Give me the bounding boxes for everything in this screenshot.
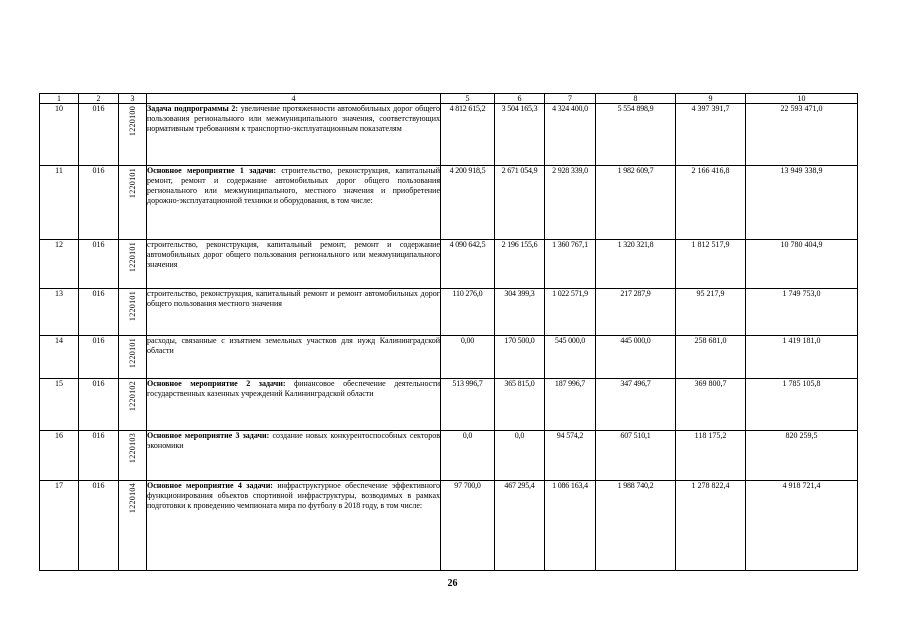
value-col6: 365 815,0	[495, 379, 545, 431]
value-col10: 10 780 404,9	[746, 240, 858, 289]
description-text: инфраструктурное обеспечение эффективного функционирования объектов спортивной инфраструктуры, возводимых в рамках подготовки к проведению чемпионата мира по футболу в 2018 году, в том числе:	[147, 481, 440, 510]
value-col8: 607 510,1	[596, 431, 676, 481]
table-row	[40, 240, 858, 289]
description	[147, 166, 441, 240]
value-col6: 2 671 054,9	[495, 166, 545, 240]
value-col7: 94 574,2	[545, 431, 596, 481]
value-col10: 4 918 721,4	[746, 481, 858, 571]
org-code: 016	[79, 379, 119, 431]
budget-code-cell	[119, 379, 147, 431]
value-col5: 97 700,0	[441, 481, 495, 571]
col-header: 8	[596, 94, 676, 104]
col-header: 6	[495, 94, 545, 104]
value-col10: 820 259,5	[746, 431, 858, 481]
table-row	[40, 481, 858, 571]
value-col8: 1 988 740,2	[596, 481, 676, 571]
table-row	[40, 166, 858, 240]
budget-code: 1220103	[127, 433, 137, 464]
budget-code: 1220101	[127, 291, 137, 322]
table-row	[40, 104, 858, 166]
description	[147, 481, 441, 571]
col-header: 3	[119, 94, 147, 104]
value-col8: 5 554 898,9	[596, 104, 676, 166]
value-col6: 467 295,4	[495, 481, 545, 571]
value-col7: 1 360 767,1	[545, 240, 596, 289]
budget-code: 1220102	[127, 381, 137, 412]
col-header: 9	[676, 94, 746, 104]
value-col8: 217 287,9	[596, 289, 676, 336]
value-col7: 4 324 400,0	[545, 104, 596, 166]
row-number: 17	[40, 481, 79, 571]
row-number: 12	[40, 240, 79, 289]
col-header: 2	[79, 94, 119, 104]
budget-code-cell	[119, 166, 147, 240]
value-col6: 170 500,0	[495, 336, 545, 379]
org-code: 016	[79, 431, 119, 481]
budget-code: 1220101	[127, 338, 137, 369]
col-header: 1	[40, 94, 79, 104]
org-code: 016	[79, 166, 119, 240]
value-col6: 304 399,3	[495, 289, 545, 336]
description-text: строительство, реконструкция, капитальный ремонт и ремонт автомобильных дорог общего пользования местного значения	[147, 289, 440, 308]
org-code: 016	[79, 336, 119, 379]
value-col8: 1 320 321,8	[596, 240, 676, 289]
budget-code-cell	[119, 481, 147, 571]
value-col7: 1 022 571,9	[545, 289, 596, 336]
row-number: 11	[40, 166, 79, 240]
value-col9: 369 800,7	[676, 379, 746, 431]
budget-code: 1220100	[127, 106, 137, 137]
value-col7: 1 086 163,4	[545, 481, 596, 571]
budget-code: 1220101	[127, 242, 137, 273]
description-text: увеличение протяженности автомобильных дорог общего пользования регионального или межмуниципального значения, соответствующих нормативным требованиям к транспортно-эксплуатационным показателям	[147, 104, 441, 133]
description	[147, 379, 441, 431]
description-title: Основное мероприятие 2 задачи:	[147, 379, 286, 388]
value-col6: 3 504 165,3	[495, 104, 545, 166]
value-col8: 445 000,0	[596, 336, 676, 379]
description-text: создание новых конкурентоспособных секторов экономики	[147, 431, 440, 450]
value-col9: 1 812 517,9	[676, 240, 746, 289]
org-code: 016	[79, 289, 119, 336]
description-title: Основное мероприятие 4 задачи:	[147, 481, 273, 490]
col-header: 5	[441, 94, 495, 104]
table-row	[40, 336, 858, 379]
table-row	[40, 379, 858, 431]
value-col5: 110 276,0	[441, 289, 495, 336]
value-col5: 4 090 642,5	[441, 240, 495, 289]
value-col7: 2 928 339,0	[545, 166, 596, 240]
col-header: 4	[147, 94, 441, 104]
description	[147, 240, 441, 289]
budget-code-cell	[119, 336, 147, 379]
value-col10: 13 949 338,9	[746, 166, 858, 240]
description-text: строительство, реконструкция, капитальный ремонт, ремонт и содержание автомобильных дорог общего пользования регионального или межмуниципального, местного значения и приобретение дорожно-эксплуатационной техники и оборудования, в том числе:	[147, 166, 440, 205]
description-text: расходы, связанные с изъятием земельных участков для нужд Калининградской области	[147, 336, 440, 355]
value-col9: 258 681,0	[676, 336, 746, 379]
value-col10: 1 419 181,0	[746, 336, 858, 379]
value-col9: 1 278 822,4	[676, 481, 746, 571]
description	[147, 336, 441, 379]
value-col5: 0,00	[441, 336, 495, 379]
description-title: Основное мероприятие 1 задачи:	[147, 166, 276, 175]
col-header: 10	[746, 94, 858, 104]
budget-code-cell	[119, 289, 147, 336]
budget-code-cell	[119, 104, 147, 166]
value-col10: 1 749 753,0	[746, 289, 858, 336]
table-row	[40, 289, 858, 336]
page-number: 26	[447, 578, 458, 589]
value-col9: 4 397 391,7	[676, 104, 746, 166]
value-col10: 22 593 471,0	[746, 104, 858, 166]
table-row	[40, 431, 858, 481]
value-col5: 4 812 615,2	[441, 104, 495, 166]
description	[147, 289, 441, 336]
budget-table	[39, 93, 858, 571]
value-col9: 95 217,9	[676, 289, 746, 336]
org-code: 016	[79, 481, 119, 571]
value-col5: 4 200 918,5	[441, 166, 495, 240]
row-number: 16	[40, 431, 79, 481]
value-col10: 1 785 105,8	[746, 379, 858, 431]
budget-code-cell	[119, 431, 147, 481]
description	[147, 104, 441, 166]
row-number: 14	[40, 336, 79, 379]
value-col9: 118 175,2	[676, 431, 746, 481]
value-col5: 513 996,7	[441, 379, 495, 431]
description	[147, 431, 441, 481]
value-col6: 2 196 155,6	[495, 240, 545, 289]
value-col8: 1 982 609,7	[596, 166, 676, 240]
description-text: финансовое обеспечение деятельности государственных казенных учреждений Калининградской области	[147, 379, 440, 398]
org-code: 016	[79, 240, 119, 289]
value-col5: 0,0	[441, 431, 495, 481]
description-title: Задача подпрограммы 2:	[147, 104, 239, 113]
budget-code-cell	[119, 240, 147, 289]
value-col9: 2 166 416,8	[676, 166, 746, 240]
header-row	[40, 94, 858, 104]
description-text: строительство, реконструкция, капитальный ремонт, ремонт и содержание автомобильных дорог общего пользования регионального или межмуниципального значения	[147, 240, 440, 269]
row-number: 10	[40, 104, 79, 166]
col-header: 7	[545, 94, 596, 104]
value-col6: 0,0	[495, 431, 545, 481]
value-col8: 347 496,7	[596, 379, 676, 431]
description-title: Основное мероприятие 3 задачи:	[147, 431, 270, 440]
row-number: 13	[40, 289, 79, 336]
budget-code: 1220101	[127, 168, 137, 199]
budget-code: 1220104	[127, 483, 137, 514]
row-number: 15	[40, 379, 79, 431]
org-code: 016	[79, 104, 119, 166]
value-col7: 545 000,0	[545, 336, 596, 379]
value-col7: 187 996,7	[545, 379, 596, 431]
